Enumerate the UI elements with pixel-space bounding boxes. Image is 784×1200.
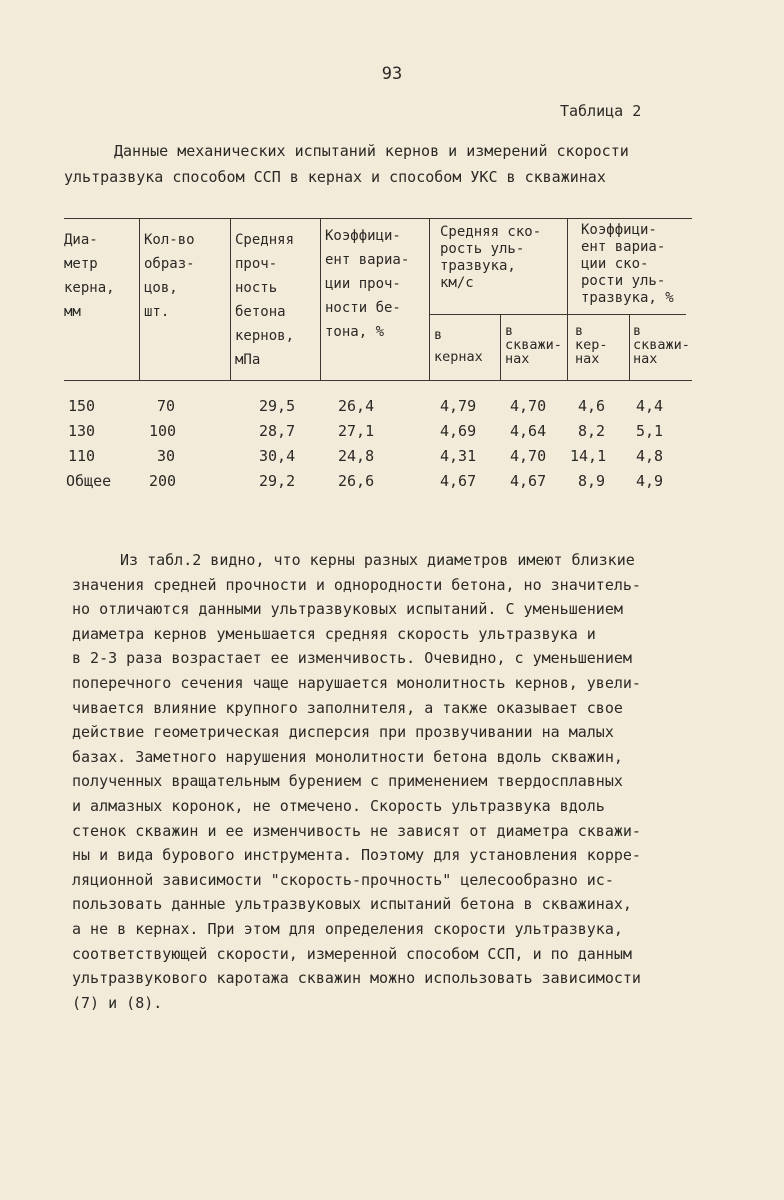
cell-count: 100 bbox=[149, 422, 177, 440]
header-coef-speed: Коэффици- ент вариа- ции ско- рости уль- тразвука, % bbox=[581, 222, 674, 306]
caption-line-1: Данные механических испытаний кернов и измерений скорости bbox=[114, 142, 629, 160]
cell-count: 30 bbox=[157, 447, 176, 465]
paragraph-line: а не в кернах. При этом для определения скорости ультразвука, bbox=[72, 919, 623, 938]
cell-speed-cores: 4,69 bbox=[440, 422, 477, 440]
paragraph-line: и алмазных коронок, не отмечено. Скорость ультразвука вдоль bbox=[72, 796, 605, 815]
paragraph-line: но отличаются данными ультразвуковых испытаний. С уменьшением bbox=[72, 600, 623, 619]
cell-count: 200 bbox=[149, 472, 177, 490]
cell-strength: 28,7 bbox=[259, 422, 296, 440]
cell-strength: 30,4 bbox=[259, 447, 296, 465]
cell-coef-cores: 8,2 bbox=[578, 422, 606, 440]
col-divider bbox=[567, 218, 568, 380]
paragraph-line: чивается влияние крупного заполнителя, а также оказывает свое bbox=[72, 698, 623, 717]
page-number: 93 bbox=[381, 64, 403, 84]
cell-speed-cores: 4,31 bbox=[440, 447, 477, 465]
cell-speed-cores: 4,79 bbox=[440, 397, 477, 415]
cell-speed-wells: 4,67 bbox=[510, 472, 547, 490]
col-divider bbox=[139, 218, 140, 380]
col-divider bbox=[500, 314, 501, 380]
paragraph-line: диаметра кернов уменьшается средняя скорость ультразвука и bbox=[72, 624, 596, 643]
cell-strength: 29,2 bbox=[259, 472, 296, 490]
cell-strength: 29,5 bbox=[259, 397, 296, 415]
cell-coef-strength: 27,1 bbox=[338, 422, 375, 440]
col-divider bbox=[629, 314, 630, 380]
cell-coef-wells: 4,9 bbox=[636, 472, 664, 490]
header-speed-cores: в кернах bbox=[434, 327, 483, 365]
paragraph-line: (7) и (8). bbox=[72, 993, 163, 1012]
cell-speed-wells: 4,64 bbox=[510, 422, 547, 440]
cell-coef-wells: 5,1 bbox=[636, 422, 664, 440]
cell-diameter: 130 bbox=[68, 422, 96, 440]
cell-speed-wells: 4,70 bbox=[510, 397, 547, 415]
header-strength: Средняя проч- ность бетона кернов, мПа bbox=[235, 232, 295, 368]
header-count: Кол-во образ- цов, шт. bbox=[144, 232, 195, 320]
table-label: Таблица 2 bbox=[560, 102, 642, 120]
table-header-bottom-rule bbox=[64, 380, 692, 381]
header-coef-cores: в кер- нах bbox=[575, 324, 608, 366]
col-divider bbox=[230, 218, 231, 380]
caption-line-2: ультразвука способом ССП в кернах и способом УКС в скважинах bbox=[64, 168, 606, 186]
header-coef-wells: в скважи- нах bbox=[633, 324, 690, 366]
paragraph-line: базах. Заметного нарушения монолитности бетона вдоль скважин, bbox=[72, 747, 623, 766]
cell-coef-strength: 24,8 bbox=[338, 447, 375, 465]
paragraph-line: ны и вида бурового инструмента. Поэтому для установления корре- bbox=[72, 846, 641, 865]
paragraph-line: ляционной зависимости "скорость-прочность" целесообразно ис- bbox=[72, 870, 614, 889]
header-diameter: Диа- метр керна, мм bbox=[64, 232, 115, 320]
cell-coef-wells: 4,4 bbox=[636, 397, 664, 415]
cell-coef-cores: 8,9 bbox=[578, 472, 606, 490]
cell-coef-cores: 14,1 bbox=[570, 447, 607, 465]
paragraph-line: стенок скважин и ее изменчивость не зависят от диаметра скважи- bbox=[72, 821, 641, 840]
header-coef-strength: Коэффици- ент вариа- ции проч- ности бе- тона, % bbox=[325, 228, 410, 340]
paragraph-line: поперечного сечения чаще нарушается монолитность кернов, увели- bbox=[72, 673, 641, 692]
table-group-rule bbox=[430, 314, 686, 315]
paragraph-line: в 2-3 раза возрастает ее изменчивость. Очевидно, с уменьшением bbox=[72, 649, 632, 668]
cell-speed-wells: 4,70 bbox=[510, 447, 547, 465]
cell-diameter: 110 bbox=[68, 447, 96, 465]
cell-diameter: Общее bbox=[66, 472, 112, 490]
cell-coef-wells: 4,8 bbox=[636, 447, 664, 465]
header-avg-speed: Средняя ско- рость уль- тразвука, км/с bbox=[440, 224, 542, 291]
cell-diameter: 150 bbox=[68, 397, 96, 415]
paragraph-line: ультразвукового каротажа скважин можно использовать зависимости bbox=[72, 969, 641, 988]
header-speed-wells: в скважи- нах bbox=[505, 324, 562, 366]
paragraph-line: значения средней прочности и однородности бетона, но значитель- bbox=[72, 575, 641, 594]
cell-coef-cores: 4,6 bbox=[578, 397, 606, 415]
paragraph-line: полученных вращательным бурением с применением твердосплавных bbox=[72, 772, 623, 791]
paragraph-line: Из табл.2 видно, что керны разных диаметров имеют близкие bbox=[120, 551, 635, 569]
col-divider bbox=[320, 218, 321, 380]
table-top-rule bbox=[64, 218, 692, 219]
paragraph-line: соответствующей скорости, измеренной способом ССП, и по данным bbox=[72, 944, 632, 963]
body-paragraph bbox=[72, 548, 712, 1015]
paragraph-line: пользовать данные ультразвуковых испытаний бетона в скважинах, bbox=[72, 895, 632, 914]
table-caption bbox=[64, 138, 704, 190]
paragraph-line: действие геометрическая дисперсия при прозвучивании на малых bbox=[72, 723, 614, 742]
cell-count: 70 bbox=[157, 397, 176, 415]
cell-coef-strength: 26,6 bbox=[338, 472, 375, 490]
cell-speed-cores: 4,67 bbox=[440, 472, 477, 490]
col-divider bbox=[429, 218, 430, 380]
cell-coef-strength: 26,4 bbox=[338, 397, 375, 415]
